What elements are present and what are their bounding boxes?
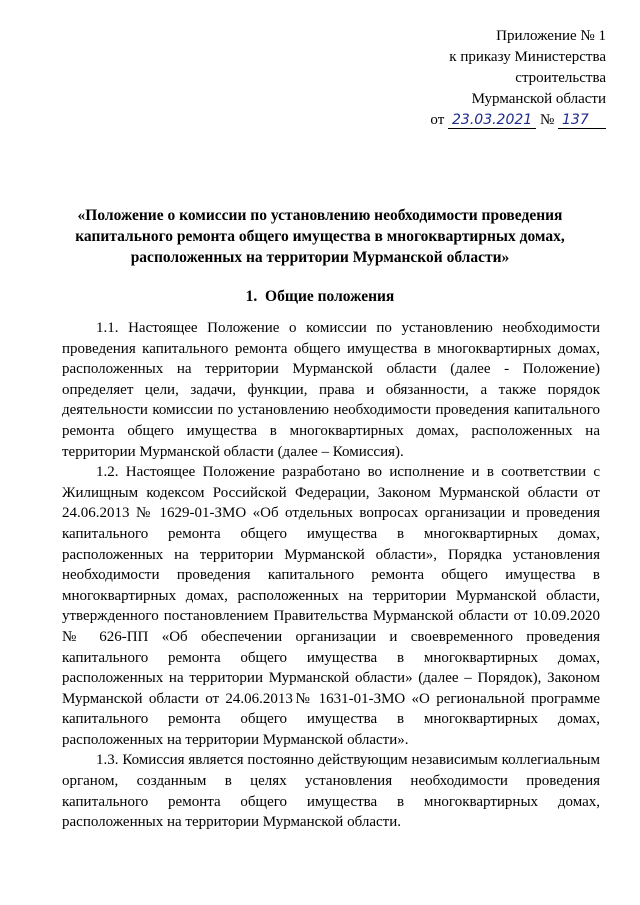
appendix-line-1: Приложение № 1 [496,28,606,44]
section-title: Общие положения [265,288,395,305]
document-title: «Положение о комиссии по установлению необходимости проведения капитального ремонта общего имущества в многоквартирных домах, расположенных на территории Мурманской области» [75,207,565,266]
section-number: 1. [245,288,258,305]
document-body [62,318,600,833]
appendix-header [430,26,606,131]
paragraph-1-1: 1.1. Настоящее Положение о комиссии по установлению необходимости проведения капитального ремонта общего имущества в многоквартирных домах, расположенных на территории Мурманской области (далее - Положение) определяет цели, задачи, функции, права и обязанности, а также порядок деятельности комиссии по установлению необходимости проведения капитального ремонта общего имущества в многоквартирных домах, расположенных на территории Мурманской области (далее – Комиссия). [62,320,600,460]
handwritten-number: 137 [558,112,606,129]
appendix-line-3: строительства [515,70,606,86]
handwritten-date: 23.03.2021 [448,112,536,129]
paragraph-1-2: 1.2. Настоящее Положение разработано во исполнение и в соответствии с Жилищным кодексом Российской Федерации, Законом Мурманской области от 24.06.2013 № 1629-01-ЗМО «Об отдельных вопросах организации и проведения капитального ремонта общего имущества в многоквартирных домах, расположенных на территории Мурманской области», Порядка установления необходимости проведения капитального ремонта общего имущества в многоквартирных домах, расположенных на территории Мурманской области, утвержденного постановлением Правительства Мурманской области от 10.09.2020 № 626-ПП «Об обеспечении организации и своевременного проведения капитального ремонта общего имущества в многоквартирных домах, расположенных на территории Мурманской области» (далее – Порядок), Законом Мурманской области от 24.06.2013№ 1631-01-ЗМО «О региональной программе капитального ремонта общего имущества в многоквартирных домах, расположенных на территории Мурманской области». [62,464,600,748]
date-prefix: от [430,112,445,128]
appendix-line-4: Мурманской области [471,91,606,107]
order-date-number-row [430,110,606,131]
paragraph-1-3: 1.3. Комиссия является постоянно действующим независимым коллегиальным органом, созданным в целях установления необходимости проведения капитального ремонта общего имущества в многоквартирных домах, расположенных на территории Мурманской области. [62,752,600,831]
number-label: № [539,112,555,128]
section-heading [60,286,580,307]
appendix-line-2: к приказу Министерства [449,49,606,65]
